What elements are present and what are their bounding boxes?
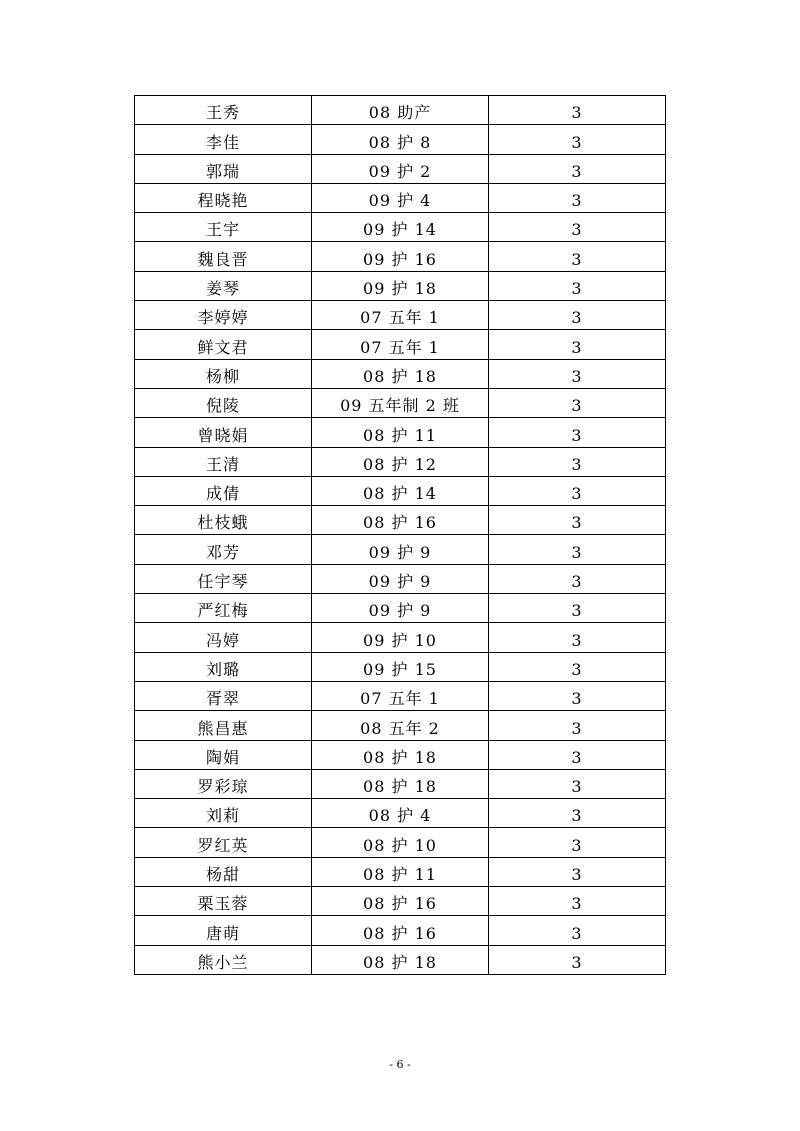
name-cell: 栗玉蓉 xyxy=(135,887,312,916)
class-cell: 08 护 18 xyxy=(312,740,489,769)
name-cell: 王清 xyxy=(135,447,312,476)
name-cell: 罗红英 xyxy=(135,828,312,857)
table-row xyxy=(135,271,666,300)
name-cell: 王宇 xyxy=(135,213,312,242)
class-cell: 08 护 11 xyxy=(312,418,489,447)
roster-table-body xyxy=(135,96,666,975)
name-cell: 任宇琴 xyxy=(135,564,312,593)
table-row xyxy=(135,857,666,886)
score-cell: 3 xyxy=(489,506,666,535)
score-cell: 3 xyxy=(489,535,666,564)
class-cell: 08 助产 xyxy=(312,96,489,125)
score-cell: 3 xyxy=(489,154,666,183)
table-row xyxy=(135,506,666,535)
score-cell: 3 xyxy=(489,945,666,974)
name-cell: 杨柳 xyxy=(135,359,312,388)
table-row xyxy=(135,535,666,564)
class-cell: 09 护 9 xyxy=(312,594,489,623)
name-cell: 熊昌惠 xyxy=(135,711,312,740)
name-cell: 刘璐 xyxy=(135,652,312,681)
class-cell: 07 五年 1 xyxy=(312,330,489,359)
class-cell: 08 护 14 xyxy=(312,476,489,505)
class-cell: 09 护 16 xyxy=(312,242,489,271)
class-cell: 08 护 16 xyxy=(312,506,489,535)
name-cell: 冯婷 xyxy=(135,623,312,652)
class-cell: 08 护 12 xyxy=(312,447,489,476)
name-cell: 严红梅 xyxy=(135,594,312,623)
score-cell: 3 xyxy=(489,594,666,623)
score-cell: 3 xyxy=(489,476,666,505)
table-row xyxy=(135,447,666,476)
class-cell: 07 五年 1 xyxy=(312,681,489,710)
score-cell: 3 xyxy=(489,857,666,886)
score-cell: 3 xyxy=(489,96,666,125)
class-cell: 09 护 10 xyxy=(312,623,489,652)
class-cell: 09 护 14 xyxy=(312,213,489,242)
table-row xyxy=(135,418,666,447)
score-cell: 3 xyxy=(489,359,666,388)
score-cell: 3 xyxy=(489,330,666,359)
name-cell: 邓芳 xyxy=(135,535,312,564)
table-row xyxy=(135,916,666,945)
class-cell: 09 五年制 2 班 xyxy=(312,388,489,417)
score-cell: 3 xyxy=(489,447,666,476)
score-cell: 3 xyxy=(489,183,666,212)
name-cell: 程晓艳 xyxy=(135,183,312,212)
score-cell: 3 xyxy=(489,623,666,652)
name-cell: 刘莉 xyxy=(135,799,312,828)
class-cell: 08 护 18 xyxy=(312,945,489,974)
class-cell: 08 护 4 xyxy=(312,799,489,828)
page-number: - 6 - xyxy=(389,1058,411,1071)
name-cell: 罗彩琼 xyxy=(135,769,312,798)
table-row xyxy=(135,125,666,154)
class-cell: 09 护 4 xyxy=(312,183,489,212)
score-cell: 3 xyxy=(489,681,666,710)
name-cell: 胥翠 xyxy=(135,681,312,710)
table-row xyxy=(135,330,666,359)
score-cell: 3 xyxy=(489,652,666,681)
name-cell: 陶娟 xyxy=(135,740,312,769)
name-cell: 杜枝蛾 xyxy=(135,506,312,535)
class-cell: 08 护 11 xyxy=(312,857,489,886)
class-cell: 09 护 9 xyxy=(312,535,489,564)
class-cell: 07 五年 1 xyxy=(312,301,489,330)
table-row xyxy=(135,183,666,212)
name-cell: 魏良晋 xyxy=(135,242,312,271)
class-cell: 09 护 9 xyxy=(312,564,489,593)
table-row xyxy=(135,623,666,652)
table-row xyxy=(135,154,666,183)
table-row xyxy=(135,388,666,417)
score-cell: 3 xyxy=(489,828,666,857)
table-row xyxy=(135,476,666,505)
score-cell: 3 xyxy=(489,740,666,769)
class-cell: 09 护 15 xyxy=(312,652,489,681)
class-cell: 09 护 18 xyxy=(312,271,489,300)
table-row xyxy=(135,564,666,593)
name-cell: 熊小兰 xyxy=(135,945,312,974)
name-cell: 李佳 xyxy=(135,125,312,154)
score-cell: 3 xyxy=(489,301,666,330)
score-cell: 3 xyxy=(489,271,666,300)
table-row xyxy=(135,828,666,857)
score-cell: 3 xyxy=(489,711,666,740)
roster-table xyxy=(134,95,666,975)
score-cell: 3 xyxy=(489,799,666,828)
name-cell: 杨甜 xyxy=(135,857,312,886)
table-row xyxy=(135,213,666,242)
table-row xyxy=(135,769,666,798)
table-row xyxy=(135,887,666,916)
table-row xyxy=(135,799,666,828)
table-row xyxy=(135,359,666,388)
score-cell: 3 xyxy=(489,564,666,593)
table-row xyxy=(135,711,666,740)
name-cell: 李婷婷 xyxy=(135,301,312,330)
table-row xyxy=(135,652,666,681)
table-row xyxy=(135,242,666,271)
class-cell: 08 护 18 xyxy=(312,359,489,388)
class-cell: 08 护 18 xyxy=(312,769,489,798)
name-cell: 唐萌 xyxy=(135,916,312,945)
table-row xyxy=(135,740,666,769)
class-cell: 08 五年 2 xyxy=(312,711,489,740)
table-row xyxy=(135,594,666,623)
name-cell: 成倩 xyxy=(135,476,312,505)
table-row xyxy=(135,945,666,974)
class-cell: 08 护 10 xyxy=(312,828,489,857)
class-cell: 08 护 16 xyxy=(312,887,489,916)
score-cell: 3 xyxy=(489,125,666,154)
class-cell: 09 护 2 xyxy=(312,154,489,183)
name-cell: 曾晓娟 xyxy=(135,418,312,447)
class-cell: 08 护 16 xyxy=(312,916,489,945)
score-cell: 3 xyxy=(489,769,666,798)
table-row xyxy=(135,681,666,710)
class-cell: 08 护 8 xyxy=(312,125,489,154)
table-row xyxy=(135,301,666,330)
name-cell: 郭瑞 xyxy=(135,154,312,183)
score-cell: 3 xyxy=(489,887,666,916)
score-cell: 3 xyxy=(489,418,666,447)
score-cell: 3 xyxy=(489,242,666,271)
name-cell: 倪陵 xyxy=(135,388,312,417)
score-cell: 3 xyxy=(489,916,666,945)
name-cell: 姜琴 xyxy=(135,271,312,300)
score-cell: 3 xyxy=(489,388,666,417)
name-cell: 鲜文君 xyxy=(135,330,312,359)
score-cell: 3 xyxy=(489,213,666,242)
table-row xyxy=(135,96,666,125)
name-cell: 王秀 xyxy=(135,96,312,125)
